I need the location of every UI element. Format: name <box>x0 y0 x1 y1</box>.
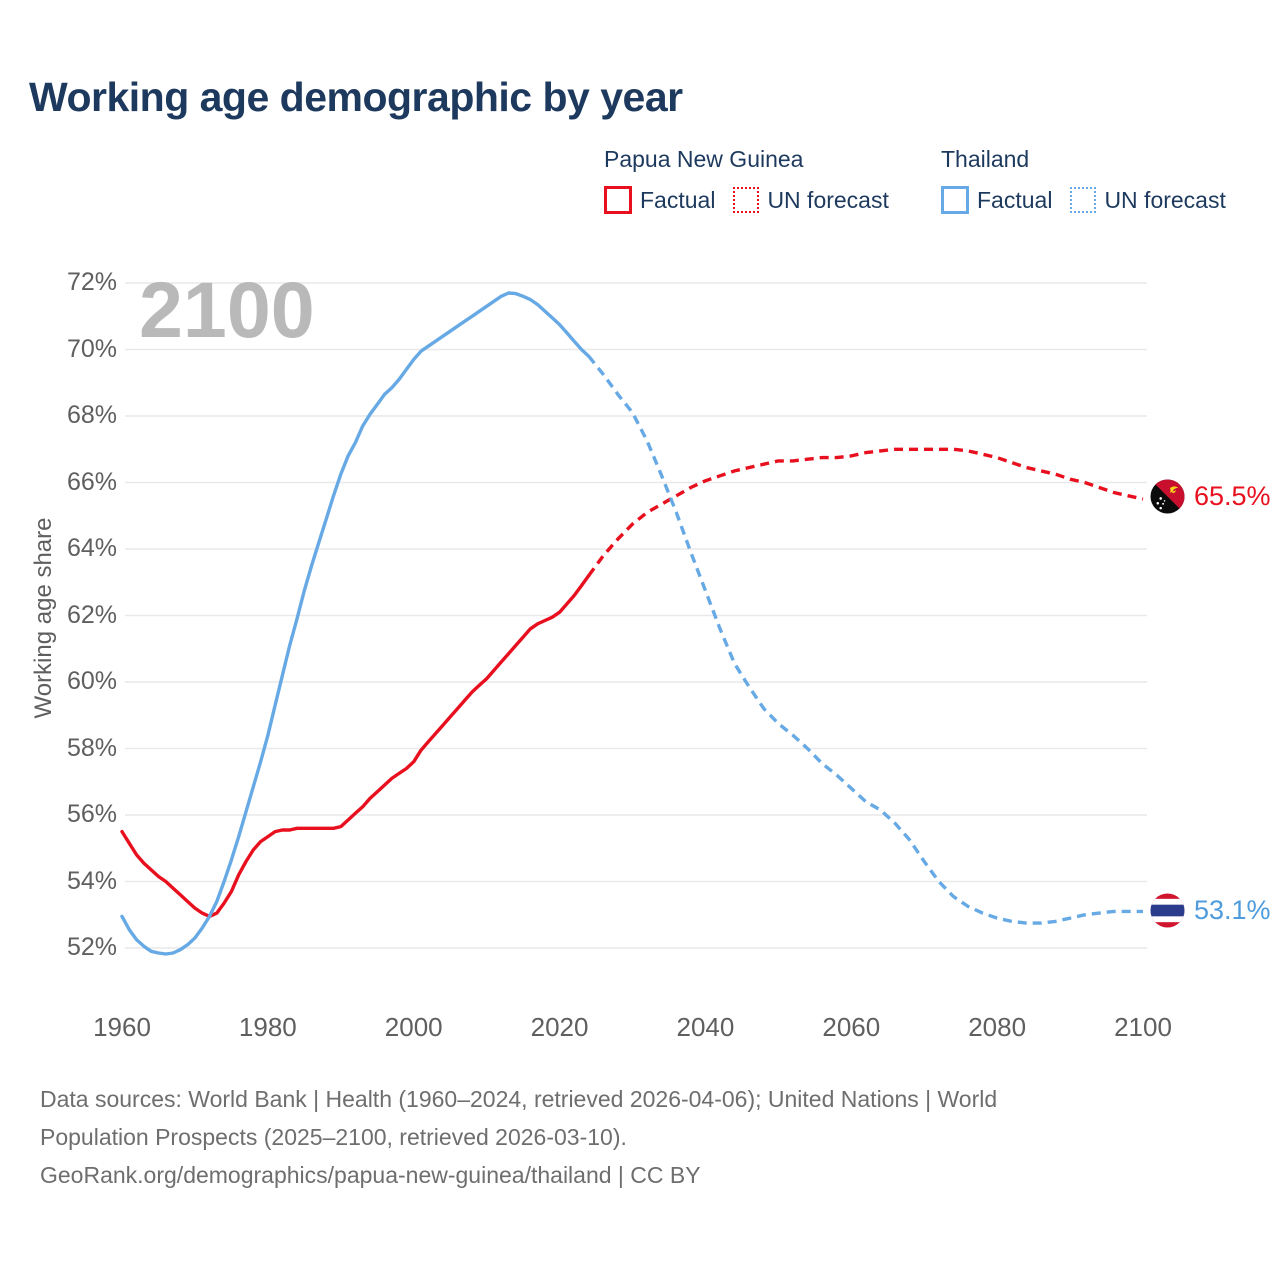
end-label-thailand <box>1150 893 1271 928</box>
legend-item-label: UN forecast <box>1104 186 1226 213</box>
end-value-label: 65.5% <box>1194 481 1271 511</box>
y-tick-label: 54% <box>66 866 117 895</box>
y-tick-label: 60% <box>66 667 117 695</box>
x-tick-label: 2080 <box>968 1012 1027 1042</box>
footer <box>40 1080 1220 1194</box>
legend-item-label: Factual <box>977 186 1053 213</box>
y-tick-label: 70% <box>66 334 117 363</box>
x-tick-label: 1980 <box>238 1012 297 1042</box>
end-label-papua-new-guinea <box>1150 479 1271 514</box>
x-tick-label: 1960 <box>93 1012 151 1042</box>
year-watermark: 2100 <box>139 265 315 354</box>
y-tick-label: 58% <box>66 733 117 762</box>
y-tick-label: 56% <box>66 800 117 828</box>
y-tick-label: 66% <box>66 467 117 496</box>
papua-new-guinea-flag-icon <box>1150 479 1185 514</box>
attribution-line: GeoRank.org/demographics/papua-new-guinea/thailand | CC BY <box>40 1162 701 1188</box>
thailand-flag-icon <box>1150 893 1185 928</box>
series-line <box>122 293 589 954</box>
series-line <box>589 356 1143 923</box>
x-tick-label: 2040 <box>676 1012 735 1042</box>
legend-item-label: Factual <box>640 186 716 213</box>
legend-item-label: UN forecast <box>767 186 889 213</box>
end-value-label: 53.1% <box>1194 895 1271 925</box>
y-axis-title: Working age share <box>30 517 57 719</box>
legend-country-label: Thailand <box>941 146 1030 172</box>
x-tick-label: 2000 <box>384 1012 443 1042</box>
x-tick-label: 2020 <box>530 1012 589 1042</box>
x-tick-label: 2100 <box>1114 1012 1172 1042</box>
y-tick-label: 52% <box>66 933 117 961</box>
data-sources-line-1: Data sources: World Bank | Health (1960–2024, retrieved 2026-04-06); United Nations | World <box>40 1086 998 1112</box>
data-sources-line-2: Population Prospects (2025–2100, retrieved 2026-03-10). <box>40 1124 627 1150</box>
page-title: Working age demographic by year <box>29 74 683 120</box>
legend-country-label: Papua New Guinea <box>604 146 804 172</box>
y-tick-label: 64% <box>66 534 117 562</box>
x-tick-label: 2060 <box>822 1012 881 1042</box>
series-line <box>122 576 589 917</box>
y-tick-label: 72% <box>66 268 117 296</box>
y-tick-label: 62% <box>66 600 117 629</box>
y-tick-label: 68% <box>66 401 117 429</box>
series-line <box>589 449 1143 575</box>
